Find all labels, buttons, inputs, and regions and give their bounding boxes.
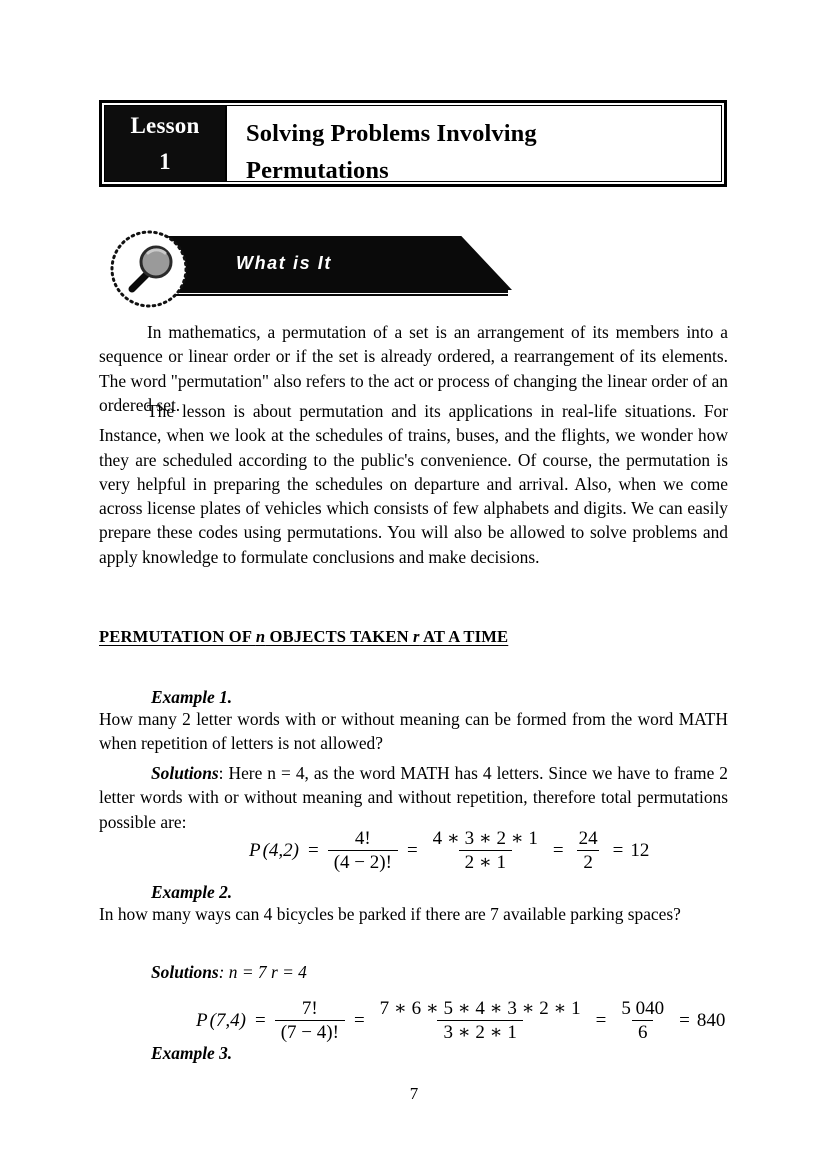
formula-2-frac3-numerator: 5 040 [621, 998, 665, 1019]
formula-2-result: 840 [696, 1009, 726, 1031]
example-1-question-text: How many 2 letter words with or without meaning can be formed from the word MATH when repetition of letters is not allowed? [99, 709, 728, 754]
formula-2-lead: P [196, 1009, 208, 1031]
example-3-label: Example 3. [151, 1043, 233, 1063]
magnifying-glass-icon [108, 228, 190, 310]
section-heading-part-1: PERMUTATION OF [99, 627, 256, 646]
section-heading-var-n: n [255, 627, 266, 646]
lesson-header-inner-border [104, 105, 722, 185]
example-2-solution-label: Solutions [151, 962, 219, 982]
example-1-formula [249, 828, 649, 874]
formula-1-args: (4,2) [262, 839, 300, 861]
section-heading-var-r: r [413, 627, 420, 646]
formula-1-frac3-numerator: 24 [578, 828, 598, 849]
section-heading [99, 627, 508, 647]
intro-paragraph-2-text: The lesson is about permutation and its applications in real-life situations. For Instance, when we look at the schedules of trains, buses, and the flights, we wonder how they are scheduled according to the public's convenience. Of course, the permutation is very helpful in preparing the schedules on departure and arrival. Also, when we come across license plates of vehicles which consists of few alphabets and digits. We can easily prepare these codes using permutations. You will also be allowed to solve problems and apply knowledge to formulate conclusions and make decisions. [99, 401, 728, 567]
lesson-header-box [99, 100, 727, 187]
formula-1-fraction-1 [328, 828, 398, 874]
example-2-solution [99, 960, 728, 984]
formula-2-eq-1: = [255, 1009, 266, 1031]
formula-2-frac2-numerator: 7 ∗ 6 ∗ 5 ∗ 4 ∗ 3 ∗ 2 ∗ 1 [379, 998, 581, 1019]
section-heading-part-3: AT A TIME [419, 627, 509, 646]
lesson-number-label: 1 [159, 148, 171, 174]
example-2-question-text: In how many ways can 4 bicycles be parked if there are 7 available parking spaces? [99, 904, 681, 924]
example-1-label: Example 1. [151, 687, 233, 707]
lesson-title-line-2: Permutations [246, 157, 389, 185]
formula-2-frac1-numerator: 7! [301, 998, 318, 1019]
banner-rule-top [152, 290, 508, 293]
lesson-title [225, 106, 721, 185]
formula-2-eq-3: = [595, 1009, 607, 1031]
example-1-solution-text: : Here n = 4, as the word MATH has 4 letters. Since we have to frame 2 letter words with or without meaning and without repetition, therefore total permutations possible are: [99, 763, 728, 832]
formula-1-fraction-3 [573, 828, 604, 874]
formula-2-frac1-denominator: (7 − 4)! [275, 1020, 345, 1043]
intro-paragraph-2 [99, 399, 728, 569]
formula-1-eq-4: = [612, 839, 624, 861]
formula-2-fraction-3 [615, 998, 670, 1044]
formula-1-frac1-numerator: 4! [354, 828, 371, 849]
formula-1-eq-3: = [552, 839, 564, 861]
intro-paragraph-1-text: In mathematics, a permutation of a set is an arrangement of its members into a sequence or linear order or if the set is already ordered, a rearrangement of its elements. The word "permutation" also refers to the act or process of changing the linear order of an ordered set. [99, 322, 728, 415]
formula-1-eq-1: = [308, 839, 319, 861]
section-heading-part-2: OBJECTS TAKEN [265, 627, 413, 646]
formula-1-frac1-denominator: (4 − 2)! [328, 850, 398, 873]
formula-2-fraction-1 [275, 998, 345, 1044]
formula-1-frac3-denominator: 2 [577, 850, 599, 873]
formula-2-fraction-2 [374, 998, 587, 1044]
what-is-it-banner [108, 228, 528, 308]
formula-1-frac2-numerator: 4 ∗ 3 ∗ 2 ∗ 1 [432, 828, 538, 849]
example-1-question [99, 707, 728, 756]
lesson-word-label: Lesson [130, 112, 200, 138]
formula-1-eq-2: = [406, 839, 418, 861]
lesson-number-tag [105, 106, 225, 181]
example-2-question [99, 902, 728, 926]
formula-1-fraction-2 [427, 828, 544, 874]
formula-1-result: 12 [630, 839, 650, 861]
formula-2-eq-2: = [353, 1009, 365, 1031]
example-2-solution-text: : n = 7 r = 4 [218, 962, 307, 982]
formula-2-frac3-denominator: 6 [632, 1020, 654, 1043]
page-number: 7 [409, 1084, 419, 1103]
banner-rule-bottom [152, 294, 508, 296]
banner-label: What is It [236, 253, 332, 273]
formula-2-eq-4: = [679, 1009, 690, 1031]
lesson-title-line-1: Solving Problems Involving [246, 120, 537, 147]
example-1-solution [99, 761, 728, 834]
formula-1-frac2-denominator: 2 ∗ 1 [459, 850, 512, 873]
formula-2-frac2-denominator: 3 ∗ 2 ∗ 1 [437, 1020, 522, 1043]
formula-2-args: (7,4) [209, 1009, 247, 1031]
example-2-formula [196, 998, 725, 1044]
formula-1-lead: P [249, 839, 261, 861]
example-2-label: Example 2. [151, 882, 233, 902]
example-1-solution-label: Solutions [151, 763, 219, 783]
